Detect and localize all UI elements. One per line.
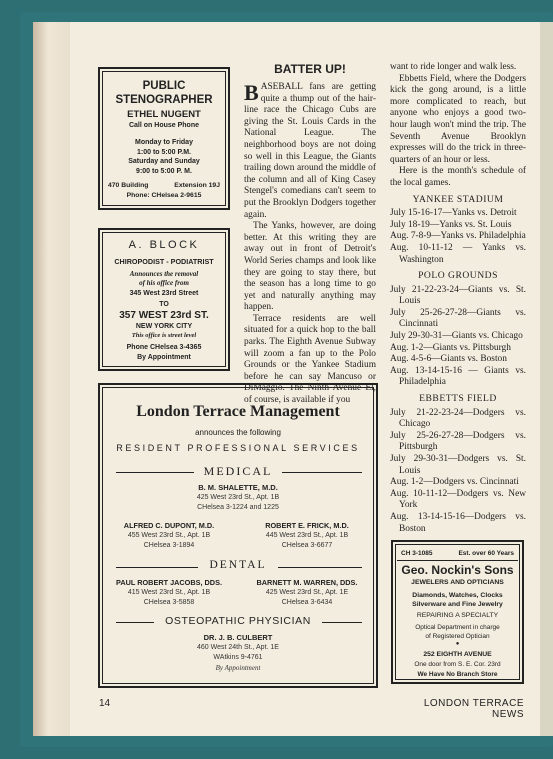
publication-name: LONDON TERRACE NEWS [423, 698, 524, 720]
article-dropcap: B [244, 80, 259, 105]
management-announces: announces the following [195, 428, 281, 437]
shalette-phone: CHelsea 3-1224 and 1225 [197, 504, 279, 511]
article-paragraph-5: Ebbetts Field, where the Dodgers kick the gong around, is a little more complicated to reach, but anyone who enjoys a good two-hour laugh won't mind the trip. The Seventh Avenue Brooklyn expresses will do the trick in three-quarters of an hour or less. [390, 73, 526, 165]
schedule-line: Aug. 13-14-15-16 — Giants vs. Philadelphia [390, 365, 526, 388]
yankee-schedule [390, 208, 526, 266]
stenographer-hours-1: Monday to Friday [135, 139, 193, 146]
block-note: This office is street level [131, 332, 197, 339]
stenographer-ad [98, 67, 230, 210]
shalette-name: B. M. SHALETTE, M.D. [198, 483, 278, 492]
jacobs-address: 415 West 23rd St., Apt. 1B [127, 589, 211, 596]
schedule-line: July 25-26-27-28—Dodgers vs. Pittsburgh [390, 430, 526, 453]
nockin-line-2: Silverware and Fine Jewelry [412, 601, 503, 608]
warren-address: 425 West 23rd St., Apt. 1E [265, 589, 349, 596]
culbert-name: DR. J. B. CULBERT [203, 633, 273, 642]
nockin-bullet: ● [455, 641, 460, 647]
schedule-line: Aug. 1-2—Giants vs. Pittsburgh [390, 342, 511, 353]
polo-heading: POLO GROUNDS [418, 270, 498, 282]
culbert-note: By Appointment [215, 664, 261, 672]
article-title: BATTER UP! [274, 62, 346, 76]
facing-page-edge [540, 22, 553, 736]
stenographer-title-2: STENOGRAPHER [115, 94, 213, 106]
block-name: A. BLOCK [128, 239, 200, 251]
stenographer-title: PUBLIC [142, 80, 186, 92]
stenographer-extension: Extension 19J [174, 182, 220, 189]
nockin-name: Geo. Nockin's Sons [401, 563, 514, 577]
jacobs-name: PAUL ROBERT JACOBS, DDS. [116, 578, 222, 587]
article-paragraph-3: Terrace residents are well situated for a quick hop to the ball parks. The Eighth Avenue Subway will zoom a fan up to the Polo Grounds or the Yankee Stadium before he can say Mancuso or DiMaggio. The Ninth Avenue El, of course, is available if you [244, 313, 376, 406]
schedule-line: Aug. 7-8-9—Yanks vs. Philadelphia [390, 231, 526, 242]
ebbetts-heading: EBBETTS FIELD [419, 393, 497, 405]
nockin-optical-2: of Registered Optician [425, 632, 490, 640]
culbert-address: 460 West 24th St., Apt. 1E [197, 644, 279, 651]
warren-phone: CHelsea 3-6434 [281, 599, 333, 606]
schedule-line: July 21-22-23-24—Giants vs. St. Louis [390, 284, 526, 307]
block-announce-2: of his office from [139, 278, 189, 287]
ebbetts-schedule [390, 408, 526, 536]
stenographer-building: 470 Building [108, 182, 149, 189]
schedule-line: Aug. 10-11-12—Dodgers vs. New York [390, 488, 526, 511]
block-new-address: 357 WEST 23rd ST. [119, 310, 209, 321]
polo-schedule [390, 285, 526, 389]
schedule-line: Aug. 4-5-6—Giants vs. Boston [390, 354, 507, 365]
nockin-branch: We Have No Branch Store [417, 671, 498, 678]
culbert-phone: WAtkins 9-4761 [213, 654, 263, 661]
jacobs-phone: CHelsea 3-5858 [143, 599, 195, 606]
medical-heading: MEDICAL [203, 464, 273, 478]
frick-phone: CHelsea 3-6677 [281, 542, 333, 549]
management-ad [98, 383, 378, 688]
article-paragraph-4: want to ride longer and walk less. [390, 62, 517, 72]
block-profession: CHIROPODIST - PODIATRIST [114, 257, 214, 266]
block-phone: Phone CHelsea 3-4365 [126, 344, 202, 351]
nockin-phone: CH 3-1085 [401, 550, 433, 557]
page-number: 14 [99, 698, 111, 709]
schedule-line: July 29-30-31—Dodgers vs. St. Louis [390, 454, 526, 476]
article-paragraph-6: Here is the month's schedule of the local games. [390, 166, 526, 188]
block-appointment: By Appointment [137, 354, 191, 361]
nockin-established: Est. over 60 Years [458, 550, 514, 557]
dupont-address: 455 West 23rd St., Apt. 1B [127, 532, 211, 539]
schedule-line: Aug. 1-2—Dodgers vs. Cincinnati [390, 477, 519, 488]
osteo-heading: OSTEOPATHIC PHYSICIAN [165, 615, 311, 627]
stenographer-hours-2: 1:00 to 5:00 P.M. [137, 148, 191, 156]
block-city: NEW YORK CITY [135, 323, 193, 330]
yankee-heading: YANKEE STADIUM [412, 193, 504, 205]
shalette-address: 425 West 23rd St., Apt. 1B [196, 494, 280, 501]
schedule-line: July 29-30-31—Giants vs. Chicago [390, 331, 523, 342]
stenographer-hours-4: 9:00 to 5:00 P. M. [136, 167, 192, 175]
stenographer-phone: Phone: CHelsea 2-9615 [126, 192, 202, 199]
block-old-address: 345 West 23rd Street [129, 290, 199, 297]
nockin-jewelers: JEWELERS AND OPTICIANS [411, 579, 504, 586]
schedule-line: July 15-16-17—Yanks vs. Detroit [390, 208, 517, 219]
frick-name: ROBERT E. FRICK, M.D. [265, 521, 349, 530]
dupont-name: ALFRED C. DUPONT, M.D. [123, 521, 215, 530]
dental-heading: DENTAL [209, 559, 267, 571]
nockin-optical-1: Optical Department in charge [415, 624, 500, 631]
nockin-repair: REPAIRING A SPECIALTY [416, 612, 499, 619]
block-chiropodist-ad [98, 228, 230, 371]
page-stack-edge [33, 22, 71, 736]
block-to: TO [159, 301, 169, 308]
nockin-jewelers-ad [391, 540, 524, 684]
schedule-line: July 25-26-27-28—Giants vs. Cincinnati [390, 307, 526, 330]
schedule-line: July 18-19—Yanks vs. St. Louis [390, 219, 512, 230]
warren-name: BARNETT M. WARREN, DDS. [256, 578, 358, 587]
nockin-line-1: Diamonds, Watches, Clocks [412, 592, 503, 599]
article-paragraph-1: ASEBALL fans are getting quite a thump out of the hair-line race the Chicago Cubs are giving the St. Louis Cards in the National League. The neighborhood boys are not doing so well in this League, the Giants trailing down around the middle of the column and all of King Casey Stengel's comedians can't seem to put the Brooklyn Dodgers together again. [244, 82, 376, 220]
schedule-line: July 21-22-23-24—Dodgers vs. Chicago [390, 407, 526, 430]
article-column-1 [244, 82, 376, 407]
stenographer-call: Call on House Phone [128, 122, 199, 129]
frick-address: 445 West 23rd St., Apt. 1B [265, 532, 349, 539]
nockin-corner: One door from S. E. Cor. 23rd [414, 661, 501, 668]
dupont-phone: CHelsea 3-1894 [143, 542, 195, 549]
nockin-address: 252 EIGHTH AVENUE [423, 651, 492, 658]
block-announce-1: Announces the removal [129, 270, 199, 278]
schedule-line: Aug. 10-11-12 — Yanks vs. Washington [390, 242, 526, 265]
article-column-2 [390, 62, 526, 535]
schedule-line: Aug. 13-14-15-16—Dodgers vs. Boston [390, 511, 526, 534]
article-paragraph-2: The Yanks, however, are doing better. At this writing they are away out in front of Detroit's World Series champs and look like they are going to stay there, but the season has a long time to go yet and naturally anything may happen. [244, 221, 376, 313]
stenographer-name: ETHEL NUGENT [127, 109, 201, 120]
management-title: London Terrace Management [136, 403, 340, 420]
stenographer-hours-3: Saturday and Sunday [128, 158, 200, 165]
management-services: RESIDENT PROFESSIONAL SERVICES [116, 443, 360, 453]
